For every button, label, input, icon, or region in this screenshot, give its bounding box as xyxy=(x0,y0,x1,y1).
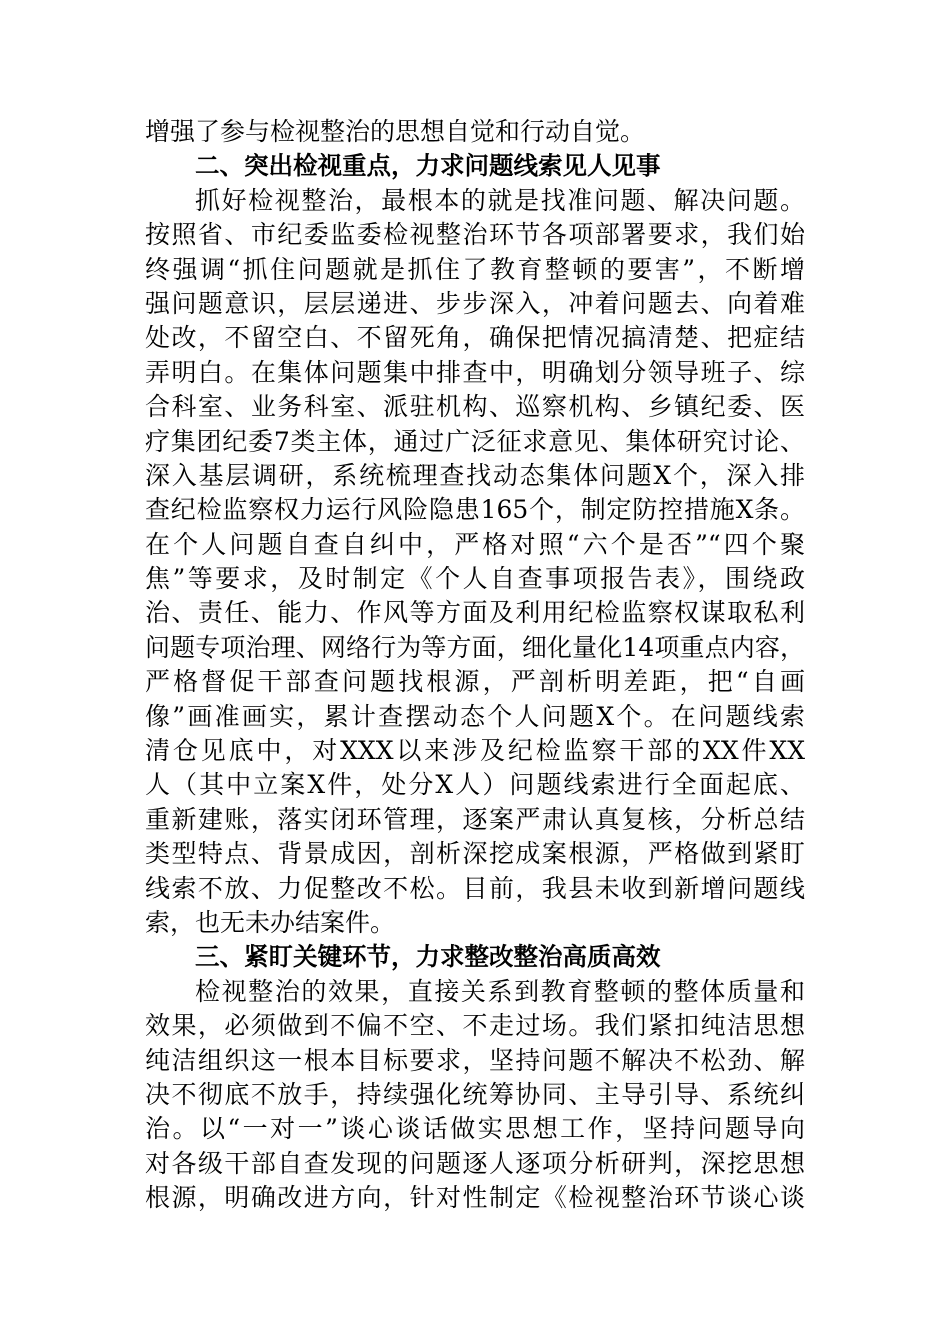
paragraph-line: 终强调“抓住问题就是抓住了教育整顿的要害”，不断增 xyxy=(145,254,805,284)
paragraph-line: 强问题意识，层层递进、步步深入，冲着问题去、向着难 xyxy=(145,288,805,318)
paragraph-line: 抓好检视整治，最根本的就是找准问题、解决问题。 xyxy=(195,185,805,215)
paragraph-line: 索，也无未办结案件。 xyxy=(145,907,396,937)
paragraph-line: 清仓见底中，对XXX以来涉及纪检监察干部的XX件XX xyxy=(145,736,805,766)
paragraph-line: 查纪检监察权力运行风险隐患165个，制定防控措施X条。 xyxy=(145,495,805,525)
paragraph-line: 弄明白。在集体问题集中排查中，明确划分领导班子、综 xyxy=(145,357,805,387)
paragraph-line: 治。以“一对一”谈心谈话做实思想工作，坚持问题导向 xyxy=(145,1114,805,1144)
paragraph-line: 疗集团纪委7类主体，通过广泛征求意见、集体研究讨论、 xyxy=(145,426,805,456)
paragraph-line: 按照省、市纪委监委检视整治环节各项部署要求，我们始 xyxy=(145,220,805,250)
paragraph-line: 像”画准画实，累计查摆动态个人问题X个。在问题线索 xyxy=(145,701,805,731)
paragraph-line: 纯洁组织这一根本目标要求，坚持问题不解决不松劲、解 xyxy=(145,1045,805,1075)
paragraph-line: 决不彻底不放手，持续强化统筹协同、主导引导、系统纠 xyxy=(145,1079,805,1109)
paragraph-line: 处改，不留空白、不留死角，确保把情况搞清楚、把症结 xyxy=(145,323,805,353)
section-heading-2: 二、突出检视重点，力求问题线索见人见事 xyxy=(195,151,661,181)
section-heading-3: 三、紧盯关键环节，力求整改整治高质高效 xyxy=(195,942,661,972)
paragraph-line: 人（其中立案X件，处分X人）问题线索进行全面起底、 xyxy=(145,770,805,800)
paragraph-line: 深入基层调研，系统梳理查找动态集体问题X个，深入排 xyxy=(145,460,805,490)
paragraph-line: 焦”等要求，及时制定《个人自查事项报告表》，围绕政 xyxy=(145,564,805,594)
paragraph-line: 治、责任、能力、作风等方面及利用纪检监察权谋取私利 xyxy=(145,598,805,628)
paragraph-line: 线索不放、力促整改不松。目前，我县未收到新增问题线 xyxy=(145,873,805,903)
paragraph-line: 根源，明确改进方向，针对性制定《检视整治环节谈心谈 xyxy=(145,1183,805,1213)
paragraph-line: 效果，必须做到不偏不空、不走过场。我们紧扣纯洁思想 xyxy=(145,1011,805,1041)
paragraph-line: 重新建账，落实闭环管理，逐案严肃认真复核，分析总结 xyxy=(145,804,805,834)
paragraph-line: 合科室、业务科室、派驻机构、巡察机构、乡镇纪委、医 xyxy=(145,392,805,422)
document-body xyxy=(145,115,805,1216)
paragraph-line: 严格督促干部查问题找根源，严剖析明差距，把“自画 xyxy=(145,667,805,697)
paragraph-line: 问题专项治理、网络行为等方面，细化量化14项重点内容， xyxy=(145,632,805,662)
paragraph-line: 增强了参与检视整治的思想自觉和行动自觉。 xyxy=(145,117,646,146)
paragraph-line: 对各级干部自查发现的问题逐人逐项分析研判，深挖思想 xyxy=(145,1148,805,1178)
paragraph-line: 检视整治的效果，直接关系到教育整顿的整体质量和 xyxy=(195,976,805,1006)
paragraph-line: 类型特点、背景成因，剖析深挖成案根源，严格做到紧盯 xyxy=(145,839,805,869)
paragraph-line: 在个人问题自查自纠中，严格对照“六个是否”“四个聚 xyxy=(145,529,805,559)
